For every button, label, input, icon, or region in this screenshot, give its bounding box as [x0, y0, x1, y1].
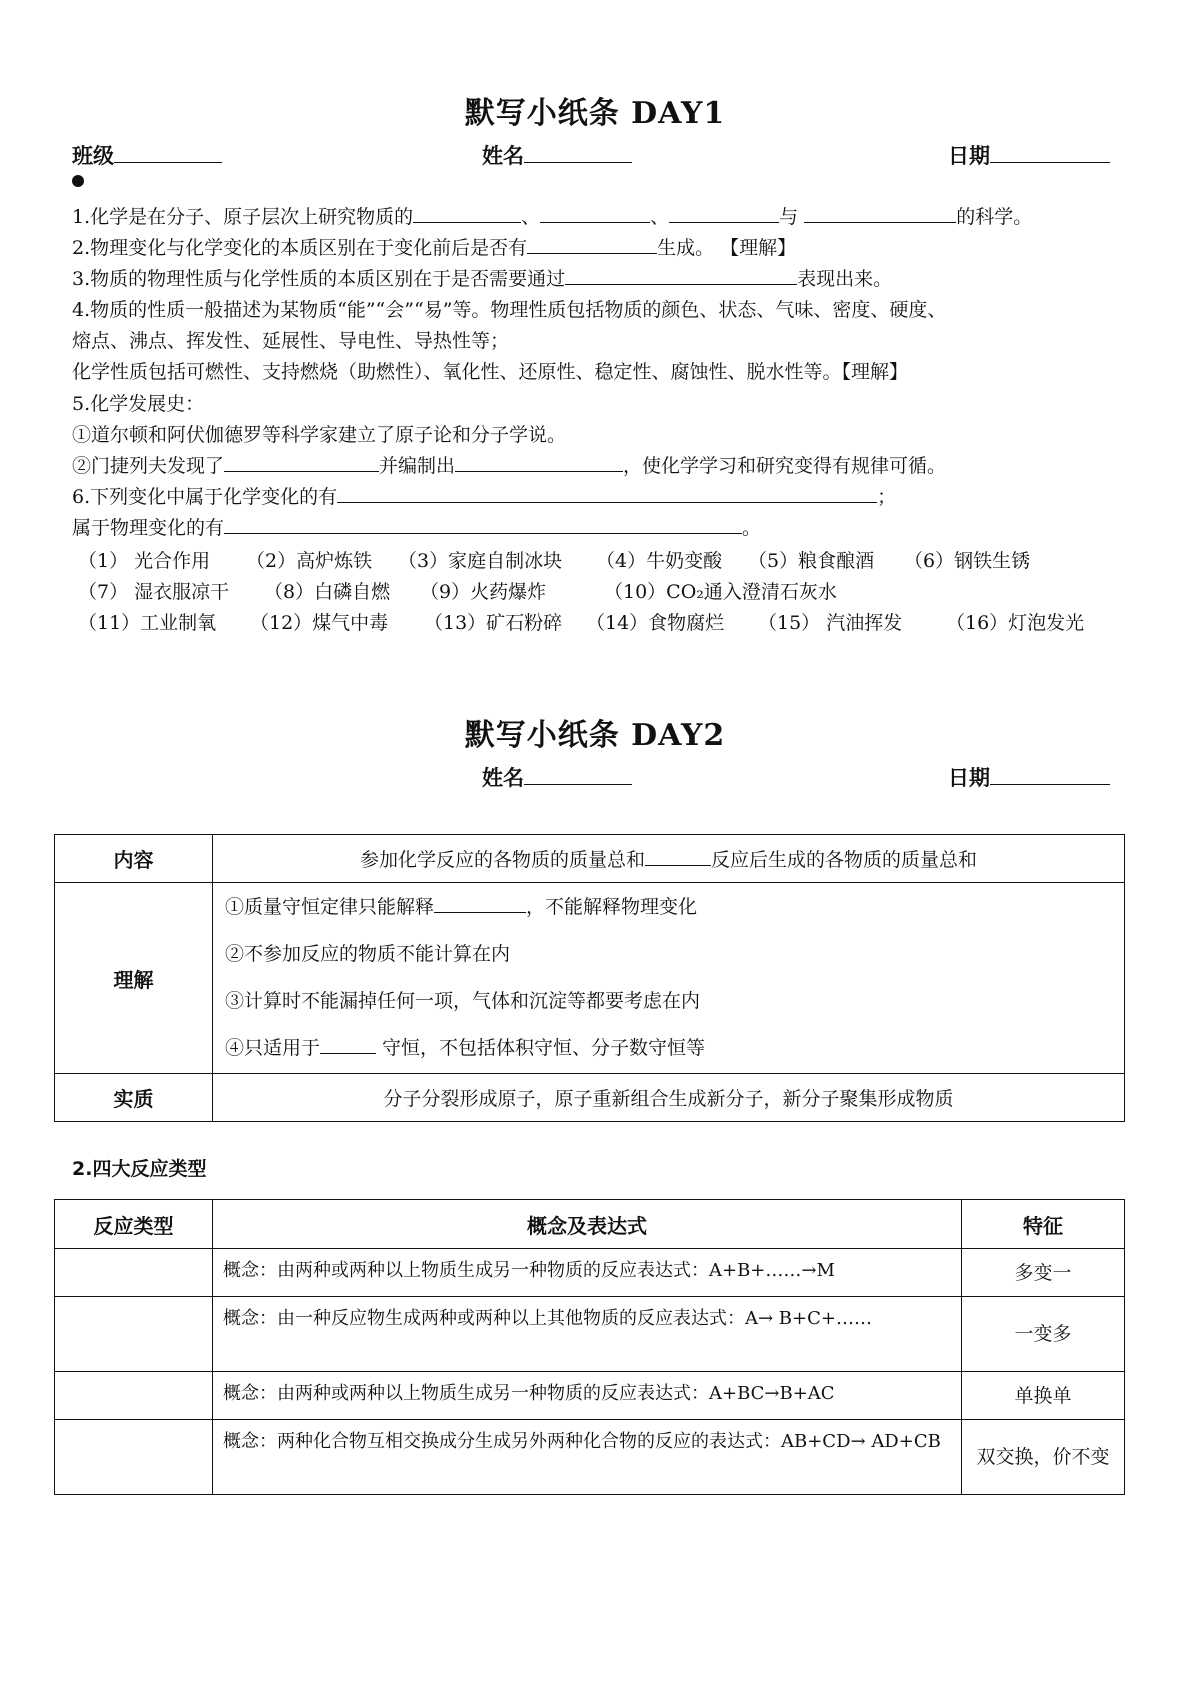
name-label: 姓名 — [482, 144, 524, 168]
understanding-line-4: ④只适用于 守恒，不包括体积守恒、分子数守恒等 — [225, 1025, 1123, 1072]
header-feature: 特征 — [962, 1200, 1125, 1249]
concept-cell: 概念：两种化合物互相交换成分生成另外两种化合物的反应的表达式：AB+CD→ AD+CB — [213, 1420, 962, 1495]
list-item: （9）火药爆炸 — [420, 581, 547, 603]
blank[interactable] — [527, 233, 657, 254]
class-label: 班级 — [72, 144, 114, 168]
list-item: （5）粮食酿酒 — [748, 550, 875, 572]
feature-cell: 单换单 — [962, 1372, 1125, 1420]
date-blank[interactable] — [990, 140, 1110, 163]
date-field-day2 — [948, 762, 1110, 792]
table-row — [55, 1420, 1125, 1495]
question-5-line-1: ①道尔顿和阿伏伽德罗等科学家建立了原子论和分子学说。 — [72, 424, 567, 446]
list-item: （4）牛奶变酸 — [596, 550, 723, 572]
date-field — [948, 140, 1110, 170]
question-3: 3.物质的物理性质与化学性质的本质区别在于是否需要通过 表现出来。 — [72, 264, 892, 295]
table-row — [55, 835, 1125, 883]
list-item: （15） 汽油挥发 — [758, 612, 903, 634]
type-cell[interactable] — [55, 1249, 213, 1297]
list-item: （6）钢铁生锈 — [904, 550, 1031, 572]
items-row-2 — [0, 577, 1190, 608]
date-label: 日期 — [948, 766, 990, 790]
blank[interactable] — [804, 202, 956, 223]
concept-cell: 概念：由一种反应物生成两种或两种以上其他物质的反应表达式：A→ B+C+…… — [213, 1297, 962, 1372]
list-item: （1） 光合作用 — [78, 550, 211, 572]
table-row — [55, 883, 1125, 1074]
day2-title: 默写小纸条 DAY2 — [464, 718, 726, 753]
blank[interactable] — [669, 202, 779, 223]
bullet-icon — [72, 175, 84, 187]
class-field — [72, 140, 222, 170]
question-6-line-1: 6.下列变化中属于化学变化的有 ； — [72, 482, 896, 513]
blank[interactable] — [645, 845, 711, 866]
understanding-line-1: ①质量守恒定律只能解释 ，不能解释物理变化 — [225, 884, 1123, 931]
understanding-line-2: ②不参加反应的物质不能计算在内 — [225, 943, 511, 965]
blank[interactable] — [320, 1033, 376, 1054]
type-cell[interactable] — [55, 1420, 213, 1495]
date-label: 日期 — [948, 144, 990, 168]
header-type: 反应类型 — [55, 1200, 213, 1249]
items-row-3 — [0, 608, 1190, 639]
question-5-title: 5.化学发展史： — [72, 393, 205, 415]
items-row-1 — [0, 546, 1190, 577]
understanding-cell — [213, 883, 1125, 1074]
list-item: （3）家庭自制冰块 — [398, 550, 563, 572]
essence-cell: 分子分裂形成原子，原子重新组合生成新分子，新分子聚集形成物质 — [213, 1074, 1125, 1122]
feature-cell: 多变一 — [962, 1249, 1125, 1297]
table-header-row — [55, 1200, 1125, 1249]
list-item: （10）CO₂通入澄清石灰水 — [604, 581, 837, 603]
type-cell[interactable] — [55, 1372, 213, 1420]
question-6-line-2: 属于物理变化的有 。 — [72, 513, 761, 544]
blank[interactable] — [337, 482, 877, 503]
question-4-line-1: 4.物质的性质一般描述为某物质“能”“会”“易”等。物理性质包括物质的颜色、状态、气味、密度、硬度、 — [72, 299, 947, 321]
name-field — [482, 140, 632, 170]
understanding-line-3: ③计算时不能漏掉任何一项，气体和沉淀等都要考虑在内 — [225, 990, 701, 1012]
conservation-law-table — [54, 834, 1125, 1122]
list-item: （8）白磷自燃 — [264, 581, 391, 603]
question-1: 1.化学是在分子、原子层次上研究物质的 、 、 与 的科学。 — [72, 202, 1032, 233]
list-item: （13）矿石粉碎 — [424, 612, 563, 634]
blank[interactable] — [565, 264, 797, 285]
name-blank[interactable] — [524, 762, 632, 785]
blank[interactable] — [224, 451, 379, 472]
day1-title: 默写小纸条 DAY1 — [464, 96, 726, 131]
blank[interactable] — [413, 202, 521, 223]
list-item: （11）工业制氧 — [78, 612, 217, 634]
blank[interactable] — [434, 892, 526, 913]
list-item: （12）煤气中毒 — [250, 612, 389, 634]
list-item: （14）食物腐烂 — [586, 612, 725, 634]
type-cell[interactable] — [55, 1297, 213, 1372]
date-blank[interactable] — [990, 762, 1110, 785]
name-field-day2 — [482, 762, 632, 792]
question-2: 2.物理变化与化学变化的本质区别在于变化前后是否有 生成。 【理解】 — [72, 233, 796, 264]
blank[interactable] — [455, 451, 623, 472]
reaction-types-table — [54, 1199, 1125, 1495]
question-4-line-2: 熔点、沸点、挥发性、延展性、导电性、导热性等； — [72, 330, 510, 352]
concept-cell: 概念：由两种或两种以上物质生成另一种物质的反应表达式：A+BC→B+AC — [213, 1372, 962, 1420]
question-5-line-2: ②门捷列夫发现了 并编制出 ，使化学学习和研究变得有规律可循。 — [72, 451, 946, 482]
row-label-essence: 实质 — [55, 1074, 213, 1122]
name-label: 姓名 — [482, 766, 524, 790]
feature-cell: 双交换，价不变 — [962, 1420, 1125, 1495]
list-item: （2）高炉炼铁 — [246, 550, 373, 572]
content-cell: 参加化学反应的各物质的质量总和 反应后生成的各物质的质量总和 — [213, 835, 1125, 883]
table-row — [55, 1074, 1125, 1122]
list-item: （7） 湿衣服凉干 — [78, 581, 230, 603]
class-blank[interactable] — [114, 140, 222, 163]
row-label-content: 内容 — [55, 835, 213, 883]
list-item: （16）灯泡发光 — [946, 612, 1085, 634]
table-row — [55, 1372, 1125, 1420]
table-row — [55, 1297, 1125, 1372]
table-row — [55, 1249, 1125, 1297]
header-concept: 概念及表达式 — [213, 1200, 962, 1249]
feature-cell: 一变多 — [962, 1297, 1125, 1372]
section-2-title: 2.四大反应类型 — [72, 1158, 207, 1180]
concept-cell: 概念：由两种或两种以上物质生成另一种物质的反应表达式：A+B+……→M — [213, 1249, 962, 1297]
row-label-understanding: 理解 — [55, 883, 213, 1074]
name-blank[interactable] — [524, 140, 632, 163]
blank[interactable] — [540, 202, 650, 223]
blank[interactable] — [224, 513, 742, 534]
question-4-line-3: 化学性质包括可燃性、支持燃烧（助燃性）、氧化性、还原性、稳定性、腐蚀性、脱水性等。【理解】 — [72, 361, 909, 383]
